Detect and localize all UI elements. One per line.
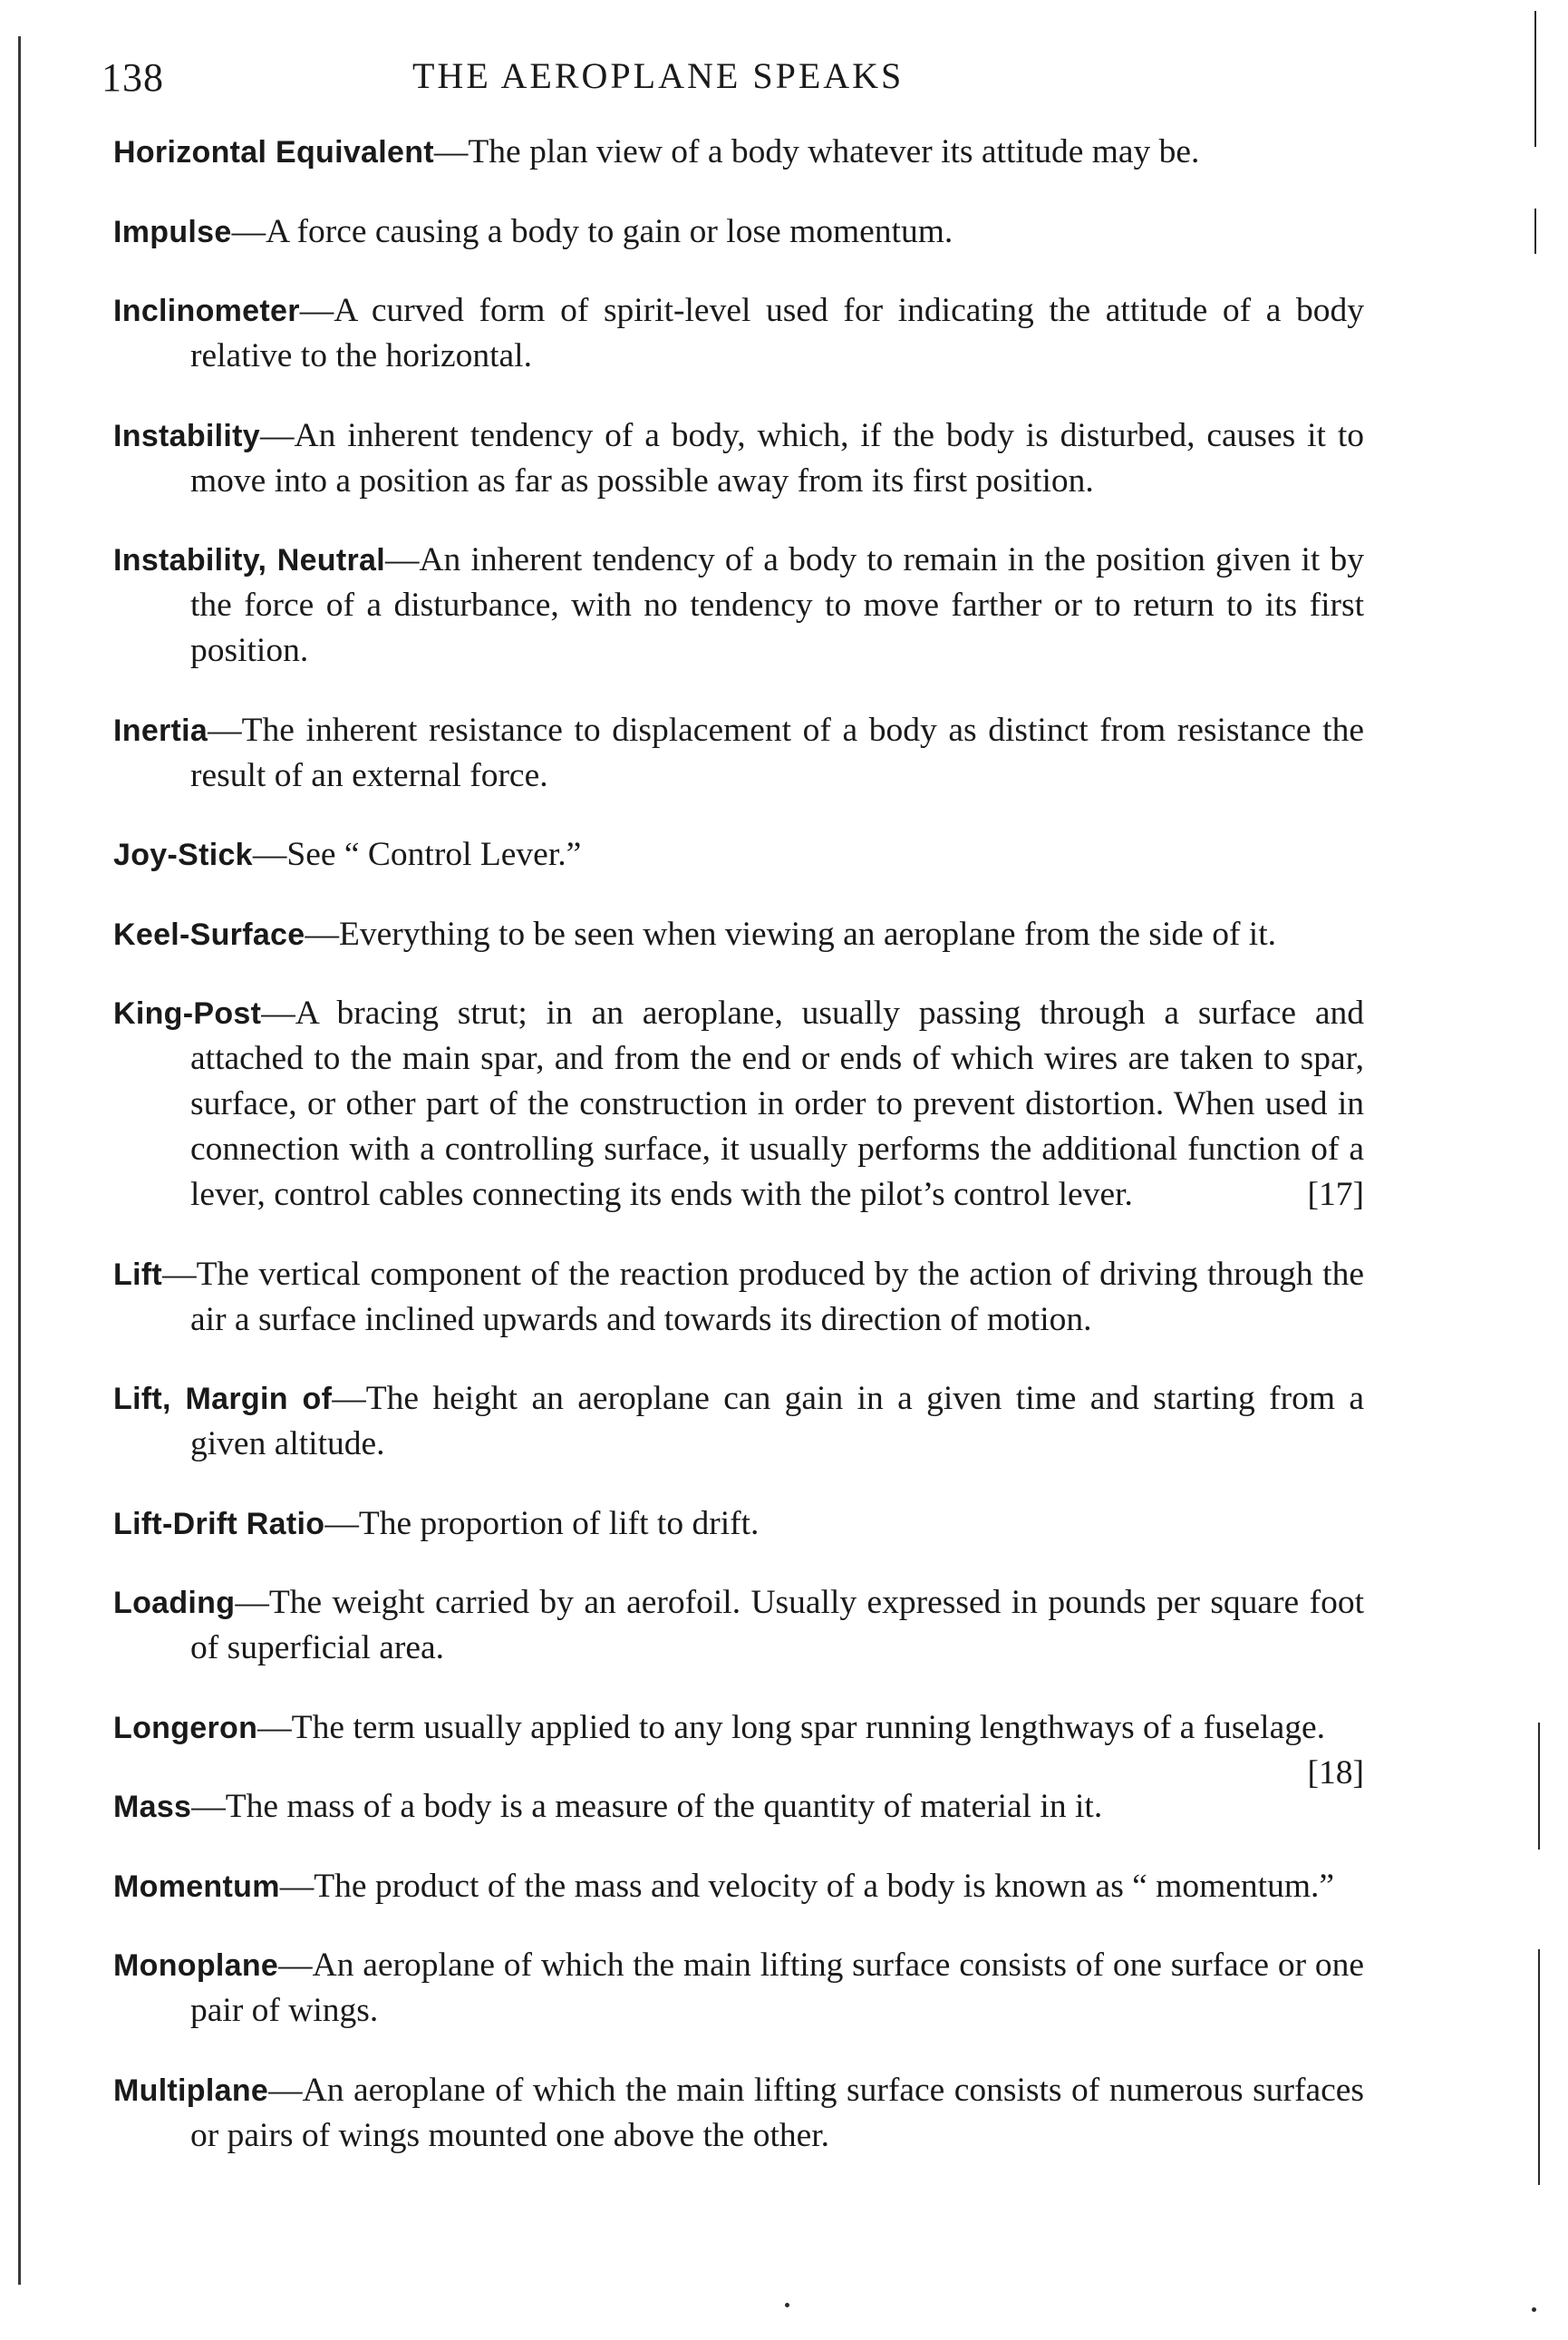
scan-edge-right: [1538, 1723, 1540, 1850]
glossary-term: Loading: [113, 1586, 236, 1620]
glossary-entry: [113, 2068, 1364, 2159]
glossary-definition: —The weight carried by an aerofoil. Usually expressed in pounds per square foot of superficial area.: [190, 1584, 1364, 1666]
glossary-definition: —An inherent tendency of a body, which, if the body is disturbed, causes it to move into a position as far as possible away from its first position.: [190, 416, 1364, 500]
glossary-entry: [113, 1943, 1364, 2034]
glossary-definition: —Everything to be seen when viewing an aeroplane from the side of it.: [305, 915, 1277, 953]
glossary-definition: —The product of the mass and velocity of a body is known as “ momentum.”: [279, 1867, 1335, 1905]
glossary-term: Longeron: [113, 1710, 258, 1745]
page-number: 138: [102, 55, 164, 100]
glossary-entry: [113, 991, 1364, 1218]
glossary-entry: [113, 708, 1364, 799]
glossary-entry: [113, 1864, 1364, 1909]
reference-marker: [17]: [1307, 1176, 1364, 1213]
glossary-term: Horizontal Equivalent: [113, 135, 434, 170]
glossary-term: Impulse: [113, 214, 232, 249]
glossary-entry: [113, 912, 1364, 957]
glossary-entry: [113, 413, 1364, 504]
glossary-term: Monoplane: [113, 1948, 279, 1983]
glossary-entry: [113, 1376, 1364, 1467]
glossary-definition: —See “ Control Lever.”: [252, 836, 582, 873]
glossary-definition: —The plan view of a body whatever its attitude may be.: [433, 133, 1200, 170]
glossary-term: Multiplane: [113, 2073, 269, 2108]
glossary-entry: [113, 538, 1364, 674]
glossary-term: Joy-Stick: [113, 838, 253, 872]
glossary-term: Lift, Margin of: [113, 1382, 333, 1416]
glossary-term: Inclinometer: [113, 294, 300, 328]
glossary-entry: [113, 288, 1364, 379]
scan-edge-right: [1534, 209, 1536, 254]
glossary-term: Instability: [113, 418, 260, 453]
glossary-term: Keel-Surface: [113, 917, 305, 952]
scan-speck: [785, 2303, 789, 2307]
glossary-definition: —The inherent resistance to displacement of a body as distinct from resistance the result of an external force.: [190, 711, 1364, 794]
glossary-entry: [113, 209, 1364, 255]
scan-edge-right: [1538, 1949, 1540, 2185]
glossary-term: Mass: [113, 1790, 192, 1824]
glossary-definition: —An aeroplane of which the main lifting surface consists of numerous surfaces or pairs of wings mounted one above the other.: [190, 2071, 1364, 2154]
scan-speck: [1532, 2307, 1536, 2312]
glossary-definition: —The term usually applied to any long spar running lengthways of a fuselage.: [257, 1708, 1325, 1746]
glossary-term: Lift-Drift Ratio: [113, 1506, 325, 1541]
glossary-definition: —A force causing a body to gain or lose momentum.: [231, 212, 953, 250]
glossary-definition: —The proportion of lift to drift.: [324, 1504, 760, 1542]
glossary-definition: —An inherent tendency of a body to remain in the position given it by the force of a disturbance, with no tendency to move farther or to return to its first position.: [190, 541, 1364, 669]
reference-marker: [18]: [1307, 1753, 1364, 1791]
glossary-definition: —A bracing strut; in an aeroplane, usually passing through a surface and attached to the main spar, and from the end or ends of which wires are taken to spar, surface, or other part of the construction in order to prevent distortion. When used in connection with a controlling surface, it usually performs the additional function of a lever, control cables connecting its ends with the pilot’s control lever.: [190, 995, 1364, 1213]
glossary-term: Instability, Neutral: [113, 543, 385, 578]
running-title: THE AEROPLANE SPEAKS: [412, 55, 905, 96]
glossary-definition: —The mass of a body is a measure of the quantity of material in it.: [191, 1788, 1103, 1825]
scan-edge-right: [1534, 11, 1536, 147]
glossary-definition: —The height an aeroplane can gain in a given time and starting from a given altitude.: [190, 1380, 1364, 1462]
glossary-term: Lift: [113, 1257, 163, 1292]
scan-edge-left: [18, 36, 21, 2285]
glossary-definition: —The vertical component of the reaction produced by the action of driving through the air a surface inclined upwards and towards its direction of motion.: [162, 1255, 1364, 1338]
glossary-entry: [113, 1580, 1364, 1671]
glossary-term: King-Post: [113, 996, 262, 1031]
glossary-term: Inertia: [113, 713, 208, 748]
glossary-entry: [113, 1784, 1364, 1830]
glossary-definition: —A curved form of spirit-level used for indicating the attitude of a body relative to the horizontal.: [190, 292, 1364, 374]
glossary-entry: [113, 1705, 1364, 1791]
glossary-list: [113, 130, 1364, 2170]
page-header: [102, 54, 1370, 118]
glossary-definition: —An aeroplane of which the main lifting surface consists of one surface or one pair of wings.: [190, 1947, 1364, 2029]
glossary-entry: [113, 130, 1364, 175]
glossary-entry: [113, 832, 1364, 878]
glossary-entry: [113, 1501, 1364, 1547]
glossary-term: Momentum: [113, 1869, 280, 1904]
glossary-entry: [113, 1252, 1364, 1343]
